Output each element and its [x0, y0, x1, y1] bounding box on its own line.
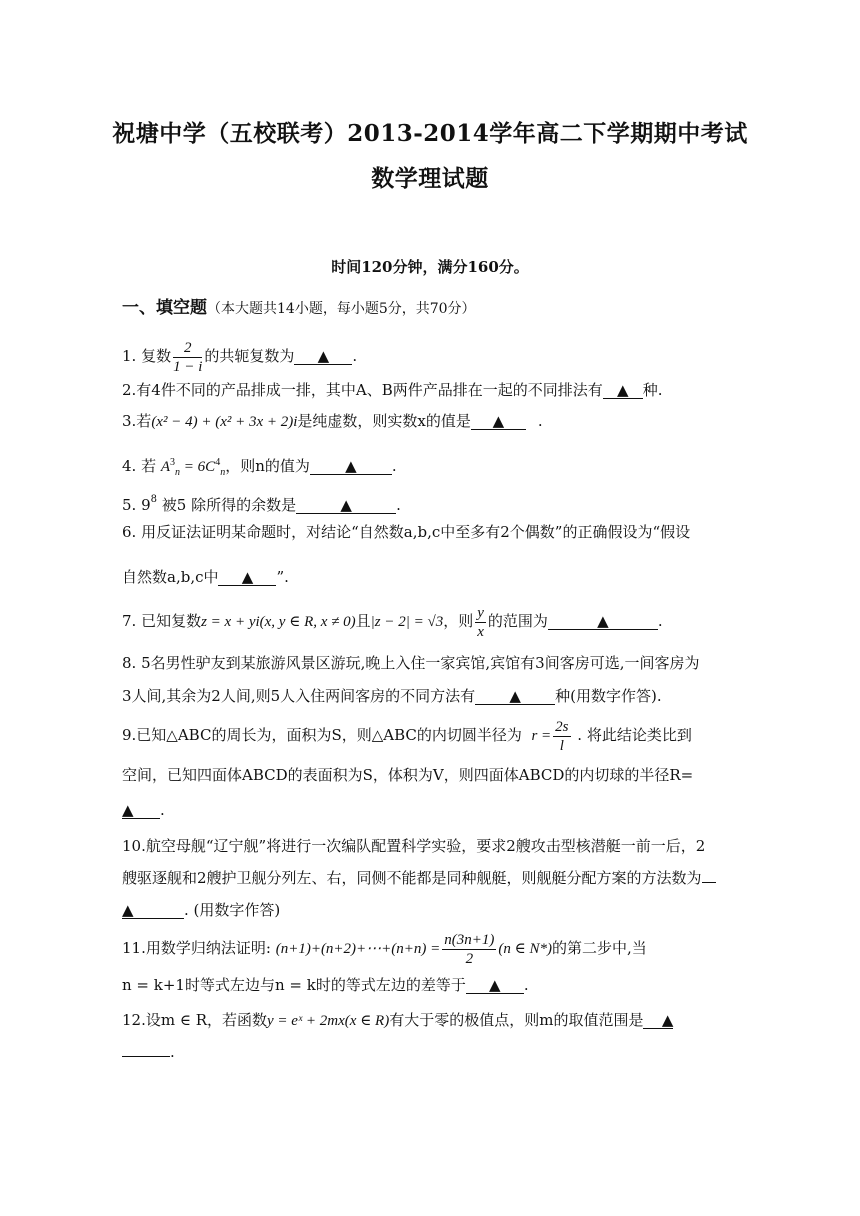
answer-blank[interactable] [548, 613, 658, 630]
question-8-line2: 3人间,其余为2人间,则5人入住两间客房的不同方法有 ▲ 种(用数字作答). [122, 687, 662, 705]
question-12-line2: . [122, 1042, 734, 1062]
fraction: $\frac{2}{1 - i}$ [173, 339, 203, 375]
question-5: 5. $9^8$ 被5 除所得的余数是 ▲ . [122, 494, 401, 514]
question-6-line1: 6. 用反证法证明某命题时，对结论“自然数a,b,c中至多有2个偶数”的正确假设为“假设 [122, 523, 691, 541]
exam-title-line2: 数学理试题 [371, 165, 489, 192]
question-8-line1: 8. 5名男性驴友到某旅游风景区游玩,晚上入住一家宾馆,宾馆有3间客房可选,一间客房为 [122, 654, 700, 672]
question-9-line3: ▲ . [122, 801, 165, 819]
exam-info: 时间120分钟，满分160分。 [331, 258, 529, 276]
answer-blank[interactable] [122, 802, 160, 819]
question-9-line2: 空间，已知四面体ABCD的表面积为S，体积为V，则四面体ABCD的内切球的半径R= [122, 766, 694, 784]
question-11-line1: 11.用数学归纳法证明: (n+1)+(n+2)+⋯+(n+n) = $\frac{n(3n+1)}{2}$ (n ∈ N*)的第二步中,当 [122, 931, 647, 967]
triangle-marker-icon: ▲ [489, 976, 501, 994]
triangle-marker-icon: ▲ [492, 412, 505, 430]
question-12-line1: 12.设m ∈ R，若函数y = eˣ + 2mx(x ∈ R)有大于零的极值点，则m的取值范围是 ▲ [122, 1011, 674, 1029]
triangle-marker-icon: ▲ [661, 1011, 674, 1029]
triangle-marker-icon: ▲ [122, 801, 134, 819]
answer-blank[interactable] [296, 497, 396, 514]
question-6-line2: 自然数a,b,c中 ▲ ”. [122, 568, 289, 586]
fraction: $\frac{n(3n+1)}{2}$ [444, 931, 495, 967]
question-10-line2: 艘驱逐舰和2艘护卫舰分列左、右，同侧不能都是同种舰艇，则舰艇分配方案的方法数为 [122, 868, 734, 888]
triangle-marker-icon: ▲ [616, 381, 629, 399]
answer-blank[interactable] [475, 688, 555, 705]
fraction: $\frac{y}{x}$ [477, 604, 484, 640]
answer-blank[interactable] [218, 569, 276, 586]
answer-blank[interactable] [603, 382, 643, 399]
triangle-marker-icon: ▲ [597, 612, 609, 630]
question-9-line1: 9.已知△ABC的周长为，面积为S，则△ABC的内切圆半径为 r = $\frac{2s}{l}$ . 将此结论类比到 [122, 718, 692, 754]
triangle-marker-icon: ▲ [317, 347, 330, 365]
answer-blank[interactable] [310, 458, 392, 475]
answer-blank[interactable] [122, 902, 184, 919]
section-title: 一、填空题 [122, 298, 207, 318]
question-4: 4. 若 $A^3_n = 6C^4_n$，则n的值为 ▲ . [122, 457, 397, 478]
answer-blank[interactable] [294, 348, 352, 365]
question-11-line2: n = k+1时等式左边与n = k时的等式左边的差等于 ▲ . [122, 976, 529, 994]
answer-blank[interactable] [643, 1012, 673, 1029]
section-heading [122, 298, 734, 319]
triangle-marker-icon: ▲ [345, 457, 357, 475]
triangle-marker-icon: ▲ [509, 687, 521, 705]
question-3: 3.若(x² − 4) + (x² + 3x + 2)i是纯虚数，则实数x的值是 ▲ . [122, 412, 543, 430]
fraction: $\frac{2s}{l}$ [555, 718, 569, 754]
exam-title-line1: 祝塘中学（五校联考）2013-2014学年高二下学期期中考试 [112, 120, 748, 147]
triangle-marker-icon: ▲ [340, 496, 352, 514]
answer-blank-start[interactable] [702, 882, 716, 883]
question-7: 7. 已知复数z = x + yi(x, y ∈ R, x ≠ 0)且|z − 2| = √3，则 $\frac{y}{x}$ 的范围为 ▲ . [122, 604, 663, 640]
question-10-line3: ▲ . (用数字作答) [122, 901, 281, 919]
triangle-marker-icon: ▲ [241, 568, 254, 586]
section-note: （本大题共14小题，每小题5分，共70分） [207, 301, 476, 317]
answer-blank-end[interactable] [122, 1056, 170, 1057]
question-2: 2.有4件不同的产品排成一排，其中A、B两件产品排在一起的不同排法有 ▲ 种. [122, 381, 663, 399]
question-10-line1: 10.航空母舰“辽宁舰”将进行一次编队配置科学实验，要求2艘攻击型核潜艇一前一后，2 [122, 837, 706, 855]
permutation-formula: $A^3_n = 6C^4_n$ [160, 457, 226, 478]
triangle-marker-icon: ▲ [122, 901, 134, 919]
answer-blank[interactable] [471, 413, 526, 430]
answer-blank[interactable] [466, 977, 524, 994]
question-1: 1. 复数 $\frac{2}{1 - i}$ 的共轭复数为 ▲ . [122, 339, 358, 375]
